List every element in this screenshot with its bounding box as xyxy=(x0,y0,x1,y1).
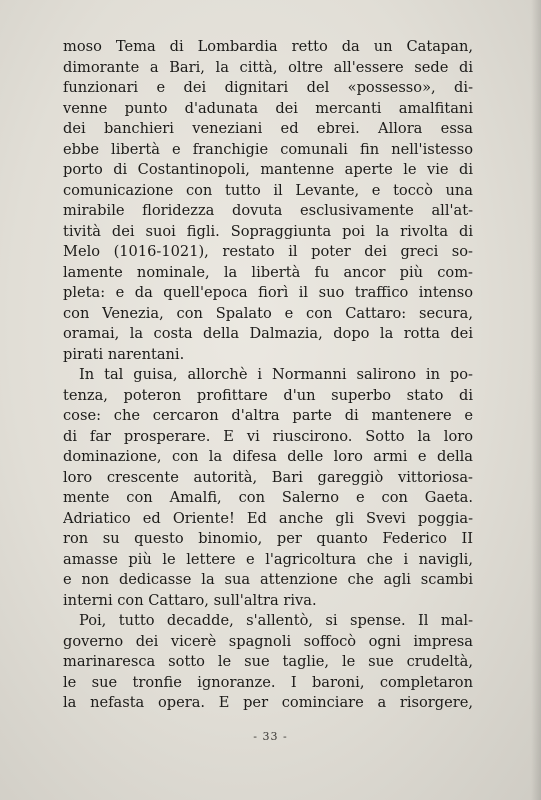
text-line: ron su questo binomio, per quanto Federico II xyxy=(63,530,473,547)
page-gutter-shadow xyxy=(531,0,541,800)
text-line: porto di Costantinopoli, mantenne aperte le vie di xyxy=(63,161,473,178)
text-line: dimorante a Bari, la città, oltre all'essere sede di xyxy=(63,58,473,76)
text-line: amasse più le lettere e l'agricoltura che i navigli, xyxy=(63,550,473,568)
text-line: In tal guisa, allorchè i Normanni salirono in po- xyxy=(79,366,473,383)
text-line: governo dei vicerè spagnoli soffocò ogni impresa xyxy=(63,632,473,650)
text-line: Melo (1016-1021), restato il poter dei greci so- xyxy=(63,243,473,260)
text-line: comunicazione con tutto il Levante, e toccò una xyxy=(63,181,473,199)
text-line: venne punto d'adunata dei mercanti amalfitani xyxy=(63,99,473,117)
text-line: con Venezia, con Spalato e con Cattaro: secura, xyxy=(63,304,473,322)
text-line: mirabile floridezza dovuta esclusivamente all'at- xyxy=(63,202,473,219)
text-line: tenza, poteron profittare d'un superbo stato di xyxy=(63,386,473,404)
text-line: marinaresca sotto le sue taglie, le sue crudeltà, xyxy=(63,653,473,670)
text-line: e non dedicasse la sua attenzione che agli scambi xyxy=(63,571,473,588)
text-line: dominazione, con la difesa delle loro armi e della xyxy=(63,448,473,465)
text-line: Poi, tutto decadde, s'allentò, si spense. Il mal- xyxy=(79,612,473,629)
text-line: la nefasta opera. E per cominciare a risorgere, xyxy=(63,694,473,711)
text-line: mente con Amalfi, con Salerno e con Gaeta. xyxy=(63,489,473,506)
text-line: le sue tronfie ignoranze. I baroni, completaron xyxy=(63,673,473,691)
text-line: tività dei suoi figli. Sopraggiunta poi la rivolta di xyxy=(63,222,473,240)
text-line: oramai, la costa della Dalmazia, dopo la rotta dei xyxy=(63,325,473,342)
text-line: loro crescente autorità, Bari gareggiò vittoriosa- xyxy=(63,468,473,486)
text-line: moso Tema di Lombardia retto da un Catapan, xyxy=(63,38,473,55)
body-text xyxy=(63,37,473,714)
text-line: Adriatico ed Oriente! Ed anche gli Svevi poggia- xyxy=(63,509,473,527)
text-line: cose: che cercaron d'altra parte di mantenere e xyxy=(63,407,473,424)
text-line: di far prosperare. E vi riuscirono. Sotto la loro xyxy=(63,427,473,445)
page-number: - 33 - xyxy=(253,730,288,743)
text-line: pleta: e da quell'epoca fiorì il suo traffico intenso xyxy=(63,284,473,301)
text-line: dei banchieri veneziani ed ebrei. Allora essa xyxy=(63,120,473,137)
text-line: pirati narentani. xyxy=(63,345,185,363)
text-line: funzionari e dei dignitari del «possesso», di- xyxy=(63,79,473,96)
text-line: ebbe libertà e franchigie comunali fin nell'istesso xyxy=(63,140,473,158)
text-line: interni con Cattaro, sull'altra riva. xyxy=(63,591,317,609)
text-line: lamente nominale, la libertà fu ancor più com- xyxy=(63,263,473,281)
